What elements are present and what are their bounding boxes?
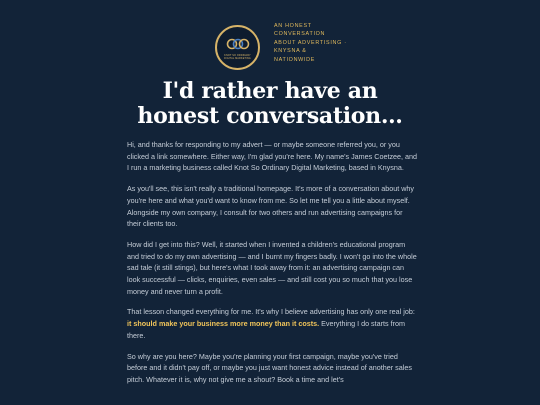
paragraph-cta: So why are you here? Maybe you're planning your first campaign, maybe you've tried before and it didn't pay off, or maybe you just want honest advice instead of another sales pitch. Whatever it is, why not give me a shout? Book a time and let's [127,351,412,384]
page-title-line-1: I'd rather have an [162,78,378,104]
knot-logo-icon [225,38,251,50]
intro-copy [127,139,417,395]
logo-line-2: DIGITAL MARKETING [224,57,251,60]
logo-line-1: KNOT SO ORDINARY [224,54,251,57]
tagline-line: CONVERSATION [274,31,326,38]
tagline-line: ABOUT ADVERTISING · [274,39,347,46]
tagline [274,22,374,64]
page-title [0,79,540,129]
lesson-text-end: Everything I do starts from there. [127,319,406,340]
site-header [215,22,374,70]
tagline-line: KNYSNA & [274,48,307,55]
paragraph-about: As you'll see, this isn't really a traditional homepage. It's more of a conversation about why you're here and what you'd want to know from me. So let me tell you a little about myself. Alongside my own company, I consult for two others and run advertising campaigns for their clients too. [127,184,414,229]
tagline-line: AN HONEST [274,23,312,29]
page-title-line-2: honest conversation… [137,103,403,129]
logo-text [217,54,258,60]
paragraph-lesson [127,306,417,341]
paragraph-intro: Hi, and thanks for responding to my advert — or maybe someone referred you, or you clicked a link somewhere. Either way, I'm glad you're here. My name's James Coetzee, and I run a marketing business called Knot So Ordinary Digital Marketing, based in Knysna. [127,140,418,173]
tagline-line: NATIONWIDE [274,56,316,63]
lesson-text-start: That lesson changed everything for me. It's why I believe advertising has only one real job: [127,307,415,317]
lesson-highlight: it should make your business more money than it costs. [127,319,320,329]
brand-logo[interactable] [215,25,260,70]
paragraph-origin: How did I get into this? Well, it started when I invented a children's educational program and tried to do my own advertising — and I burnt my fingers badly. I won't go into the whole sad tale (it still stings), but here's what I took away from it: an advertising campaign can look successful — clicks, enquiries, even sales — and still cost you so much that you lose money and never turn a profit. [127,239,417,296]
